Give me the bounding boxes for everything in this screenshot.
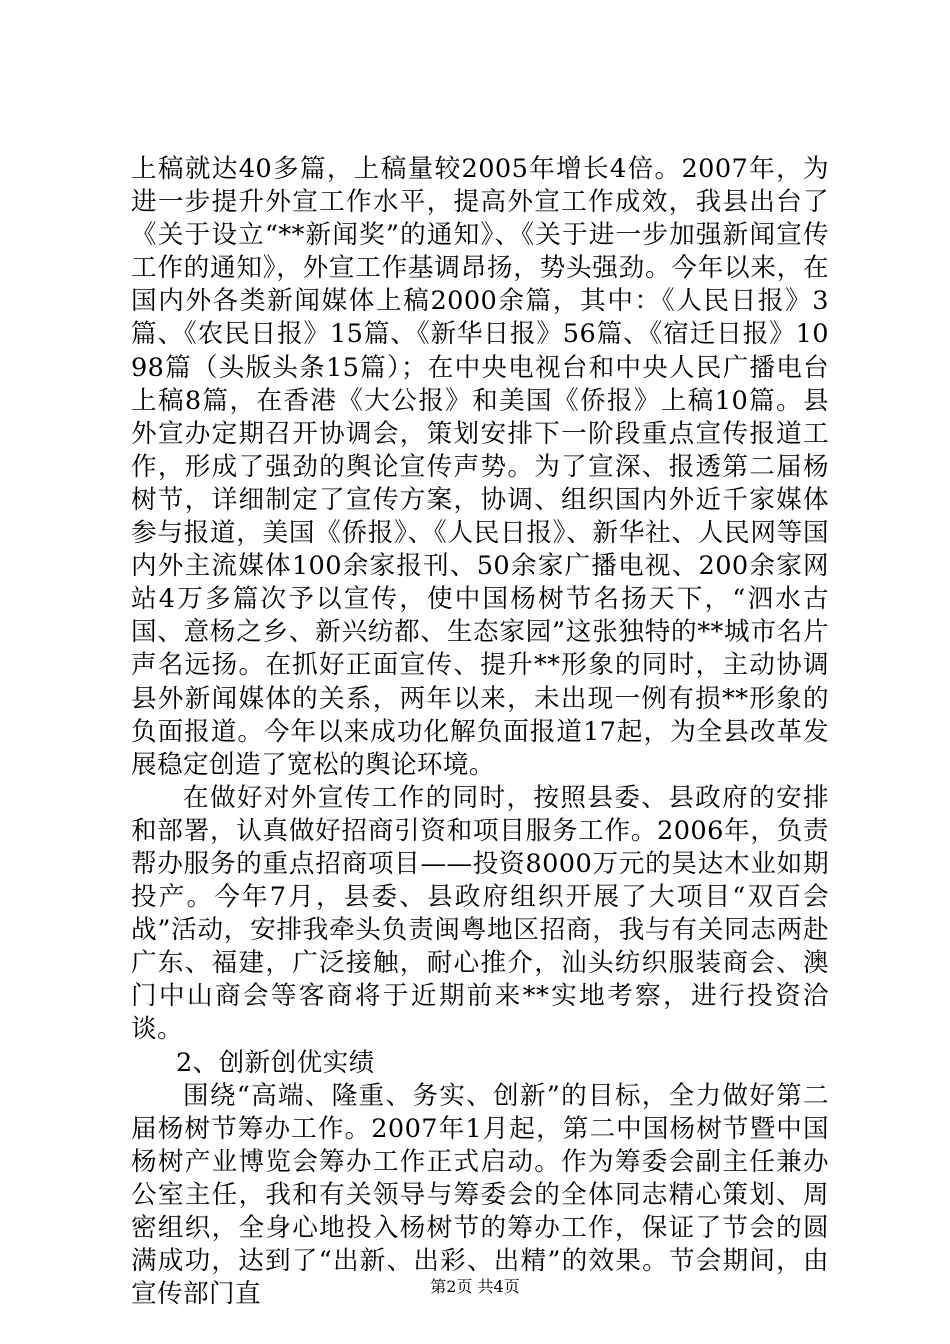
paragraph-investment-service: 在做好对外宣传工作的同时，按照县委、县政府的安排和部署，认真做好招商引资和项目服务工作。2006年，负责帮办服务的重点招商项目——投资8000万元的昊达木业如期投产。今年7月，县委、县政府组织开展了大项目“双百会战”活动，安排我牵头负责闽粤地区招商，我与有关同志两赴广东、福建，广泛接触，耐心推介，汕头纺织服装商会、澳门中山商会等客商将于近期前来**实地考察，进行投资洽谈。: [131, 782, 829, 1045]
paragraph-media-coverage: 上稿就达40多篇，上稿量较2005年增长4倍。2007年，为进一步提升外宣工作水平，提高外宣工作成效，我县出台了《关于设立“**新闻奖”的通知》、《关于进一步加强新闻宣传工作的通知》，外宣工作基调昂扬，势头强劲。今年以来，在国内外各类新闻媒体上稿2000余篇，其中：《人民日报》3篇、《农民日报》15篇、《新华日报》56篇、《宿迁日报》1098篇（头版头条15篇）；在中央电视台和中央人民广播电台上稿8篇，在香港《大公报》和美国《侨报》上稿10篇。县外宣办定期召开协调会，策划安排下一阶段重点宣传报道工作，形成了强劲的舆论宣传声势。为了宣深、报透第二届杨树节，详细制定了宣传方案，协调、组织国内外近千家媒体参与报道，美国《侨报》、《人民日报》、新华社、人民网等国内外主流媒体100余家报刊、50余家广播电视、200余家网站4万多篇次予以宣传，使中国杨树节名扬天下，“泗水古国、意杨之乡、新兴纺都、生态家园”这张独特的**城市名片声名远扬。在抓好正面宣传、提升**形象的同时，主动协调县外新闻媒体的关系，两年以来，未出现一例有损**形象的负面报道。今年以来成功化解负面报道17起，为全县改革发展稳定创造了宽松的舆论环境。: [131, 154, 829, 780]
document-body: [131, 153, 829, 1311]
section-heading-innovation: 2、创新创优实绩: [176, 1047, 375, 1078]
paragraph-poplar-festival: 围绕“高端、隆重、务实、创新”的目标，全力做好第二届杨树节筹办工作。2007年1月起，第二中国杨树节暨中国杨树产业博览会筹办工作正式启动。作为筹委会副主任兼办公室主任，我和有关领导与筹委会的全体同志精心策划、周密组织，全身心地投入杨树节的筹办工作，保证了节会的圆满成功，达到了“出新、出彩、出精”的效果。节会期间，由宣传部门直: [131, 1080, 829, 1310]
page-number-footer: 第2页 共4页: [430, 1277, 520, 1296]
